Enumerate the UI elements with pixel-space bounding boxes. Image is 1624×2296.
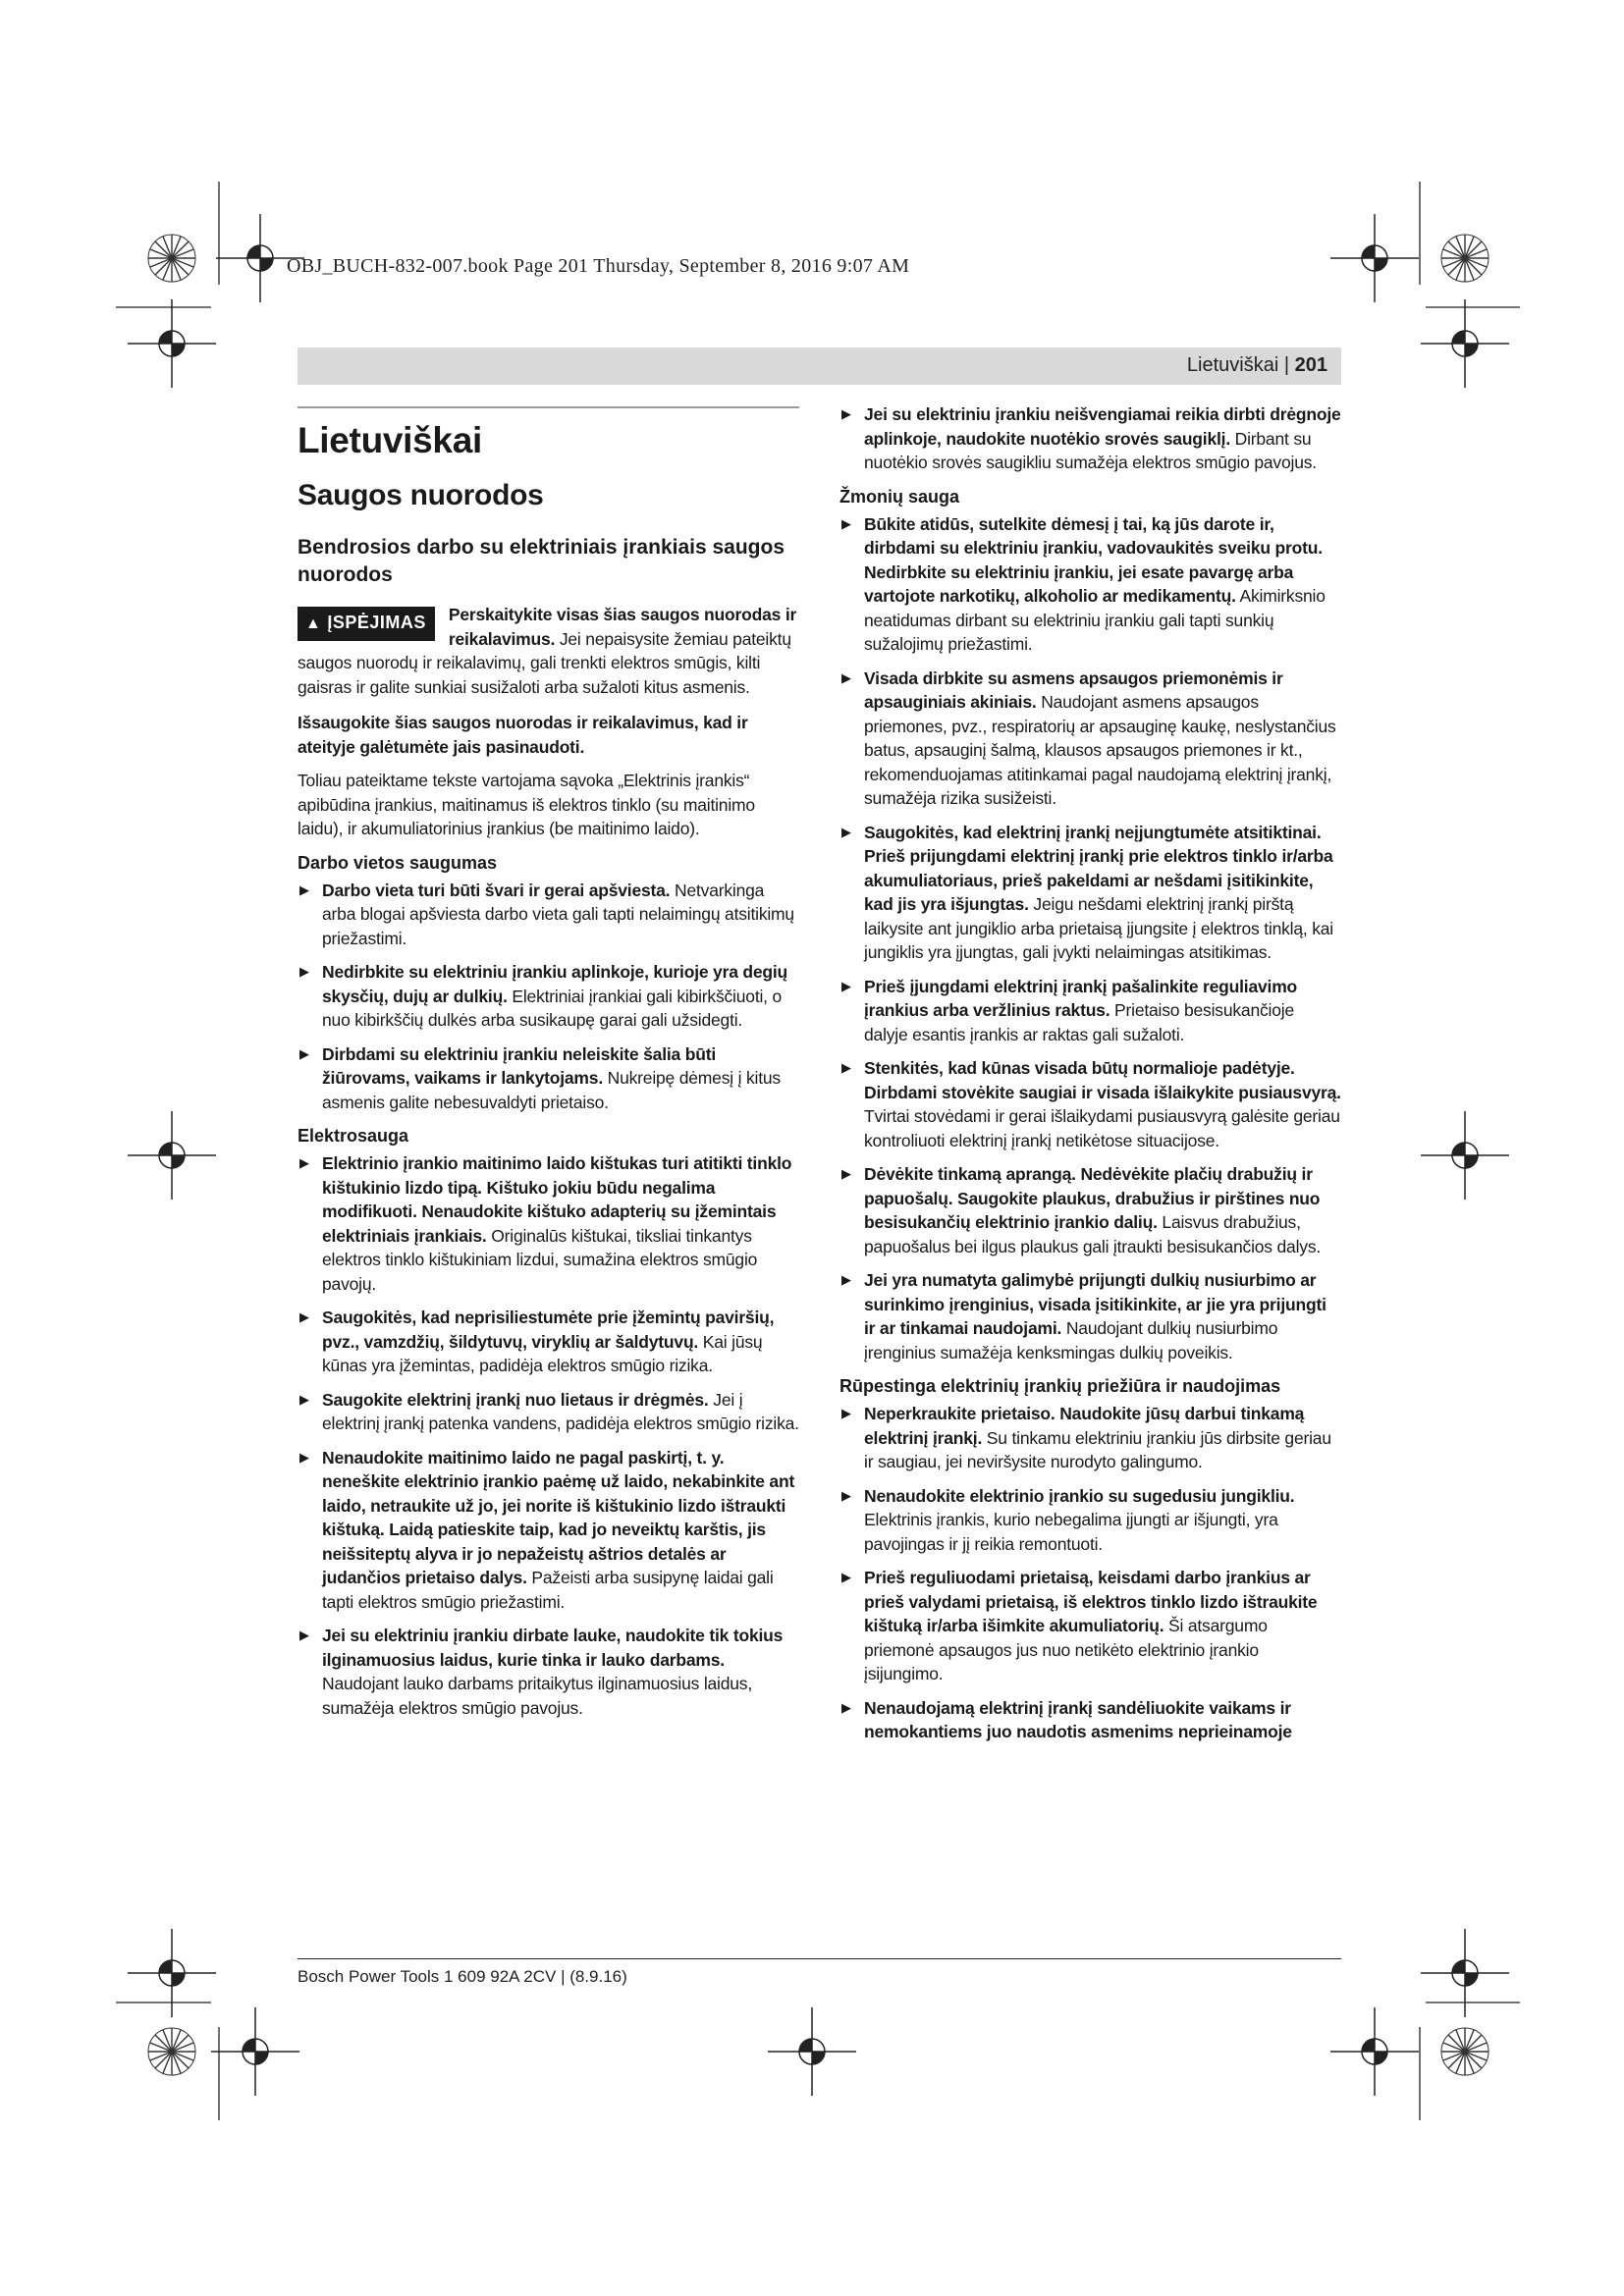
bullet-arrow-icon: ▶ (841, 1699, 851, 1715)
left-column (298, 402, 799, 1730)
item-text: Ši atsargumo priemonė apsaugos jus nuo netikėto elektrinio įrankio įsijungimo. (864, 1616, 1268, 1683)
page-title: Lietuviškai (298, 420, 482, 460)
item-text: Originalūs kištukai, tiksliai tinkantys elektros tinklo kištukiniam lizdui, sumažina elektros smūgio pavojų. (322, 1225, 758, 1294)
warning-text: Jei nepaisysite žemiau pateiktų saugos nuorodų ir reikalavimų, gali trenkti elektros smūgis, kilti gaisras ir galite sunkiai susižaloti arba sužaloti kitus asmenis. (298, 628, 791, 697)
bullet-arrow-icon: ▶ (841, 406, 851, 421)
warning-badge (298, 607, 435, 641)
item-bold-text: Nenaudokite maitinimo laido ne pagal paskirtį, t. y. neneškite elektrinio įrankio paėmę už laido, nekabinkite ant laido, netraukite už jo, jei norite iš kištukinio lizdo ištraukti kištuką. Laidą patieskite taip, kad jo neveiktų karštis, jis neišsiteptų alyva ir jo nepažeistų aštrios detalės ar judančios prietaiso dalys. (322, 1447, 795, 1587)
safety-item (839, 1402, 1341, 1474)
item-bold-text: Nedirbkite su elektriniu įrankiu aplinkoje, kurioje yra degių skysčių, dujų ar dulkių. (322, 962, 788, 1006)
footer-text: Bosch Power Tools 1 609 92A 2CV | (8.9.16) (298, 1967, 627, 1986)
electrical-heading: Elektrosauga (298, 1126, 409, 1146)
page-number: 201 (1294, 354, 1327, 376)
item-bold-text: Dirbdami su elektriniu įrankiu neleiskite šalia būti žiūrovams, vaikams ir lankytojams. (322, 1043, 716, 1088)
bullet-arrow-icon: ▶ (841, 1272, 851, 1287)
item-bold-text: Jei su elektriniu įrankiu neišvengiamai reikia dirbti drėgnoje aplinkoje, naudokite nuotėkio srovės saugiklį. (864, 404, 1341, 449)
item-bold-text: Nenaudojamą elektrinį įrankį sandėliuokite vaikams ir nemokantiems juo naudotis asmenims neprieinamoje (864, 1697, 1292, 1741)
personal-heading: Žmonių sauga (839, 486, 960, 507)
bullet-arrow-icon: ▶ (841, 1406, 851, 1420)
bullet-arrow-icon: ▶ (299, 1391, 309, 1407)
item-bold-text: Būkite atidūs, sutelkite dėmesį į tai, ką jūs darote ir, dirbdami su elektriniu įrankiu, vadovaukitės sveiku protu. Nedirbkite su elektriniu įrankiu, jei esate pavargę arba vartojote narkotikų, alkoholio ar medikamentų. (864, 513, 1323, 606)
care-list (839, 1402, 1341, 1744)
safety-item (839, 975, 1341, 1047)
care-heading: Rūpestinga elektrinių įrankių priežiūra ir naudojimas (839, 1376, 1281, 1396)
safety-item (298, 1151, 799, 1296)
bullet-arrow-icon: ▶ (299, 1045, 309, 1061)
item-text: Dirbant su nuotėkio srovės saugikliu sumažėja elektros smūgio pavojus. (864, 428, 1317, 472)
item-text: Laisvus drabužius, papuošalus bei ilgus plaukus gali įtraukti besisukančios dalys. (864, 1212, 1322, 1256)
item-text: Jeigu nešdami elektrinį įrankį pirštą laikysite ant jungiklio arba prietaisą įjungsite į elektros tinklą, kai jungiklis yra įjungtas, gali įvykti nelaimingas atsitikimas. (864, 894, 1333, 962)
right-column (839, 402, 1341, 1754)
item-bold-text: Stenkitės, kad kūnas visada būtų normalioje padėtyje. Dirbdami stovėkite saugiai ir visada išlaikykite pusiausvyrą. (864, 1058, 1341, 1102)
item-bold-text: Neperkraukite prietaiso. Naudokite jūsų darbui tinkamą elektrinį įrankį. (864, 1404, 1305, 1448)
warning-paragraph (298, 603, 799, 699)
workplace-list (298, 879, 799, 1115)
bullet-arrow-icon: ▶ (841, 978, 851, 993)
item-bold-text: Saugokitės, kad neprisiliestumėte prie įžemintų paviršių, pvz., vamzdžių, šildytuvų, viryklių ar šaldytuvų. (322, 1308, 775, 1352)
footer-rule (298, 1958, 1341, 1959)
item-text: Jei į elektrinį įrankį patenka vandens, padidėja elektros smūgio rizika. (322, 1389, 799, 1433)
warning-badge-label: ĮSPĖJIMAS (327, 613, 426, 632)
bullet-arrow-icon: ▶ (299, 1628, 309, 1642)
item-bold-text: Jei su elektriniu įrankiu dirbate lauke, naudokite tik tokius ilginamuosius laidus, kurie tinka ir lauko darbams. (322, 1626, 784, 1670)
item-bold-text: Visada dirbkite su asmens apsaugos priemonėmis ir apsauginiais akiniais. (864, 667, 1283, 712)
safety-item (839, 402, 1341, 475)
item-text: Naudojant asmens apsaugos priemones, pvz., respiratorių ar apsauginę kaukę, neslystančius batus, apsauginį šalmą, klausos apsaugos priemones ir kt., rekomenduojamas atitinkamai pagal naudojamą elektrinį įrankį, sumažėja rizika susižeisti. (864, 692, 1336, 808)
header-section: Lietuviškai (1186, 354, 1279, 376)
item-text: Nukreipę dėmesį į kitus asmenis galite nebesuvaldyti prietaiso. (322, 1068, 781, 1112)
header-text (1187, 354, 1327, 377)
book-info: OBJ_BUCH-832-007.book Page 201 Thursday, September 8, 2016 9:07 AM (287, 255, 910, 277)
workplace-heading: Darbo vietos saugumas (298, 852, 498, 873)
bullet-arrow-icon: ▶ (299, 1155, 309, 1170)
item-text: Tvirtai stovėdami ir gerai išlaikydami pusiausvyrą galėsite geriau kontroliuoti elektrinį įrankį netikėtose situacijose. (864, 1106, 1340, 1150)
safety-item (839, 821, 1341, 965)
running-header (298, 347, 1341, 385)
item-bold-text: Prieš įjungdami elektrinį įrankį pašalinkite reguliavimo įrankius arba veržlinius raktus. (864, 976, 1298, 1020)
bullet-arrow-icon: ▶ (841, 1487, 851, 1503)
bullet-arrow-icon: ▶ (841, 669, 851, 685)
general-heading: Bendrosios darbo su elektriniais įrankiais saugos nuorodos (298, 536, 785, 586)
bullet-arrow-icon: ▶ (299, 881, 309, 897)
personal-list (839, 512, 1341, 1365)
electrical-list-continued (839, 402, 1341, 475)
electrical-list (298, 1151, 799, 1720)
bullet-arrow-icon: ▶ (841, 1166, 851, 1181)
header-separator: | (1283, 354, 1290, 376)
item-text: Akimirksnio neatidumas dirbant su elektriniu įrankiu gali tapti sunkių sužalojimų priežastimi. (864, 586, 1326, 654)
safety-item (298, 1624, 799, 1720)
safety-item (298, 879, 799, 951)
bullet-arrow-icon: ▶ (841, 824, 851, 839)
item-text: Naudojant lauko darbams pritaikytus ilginamuosius laidus, sumažėja elektros smūgio pavojus. (322, 1674, 753, 1718)
bullet-arrow-icon: ▶ (841, 1570, 851, 1584)
safety-item (298, 1446, 799, 1615)
item-text: Prietaiso besisukančioje dalyje esantis įrankis ar raktas gali sužaloti. (864, 1000, 1294, 1044)
keep-note (298, 711, 799, 759)
item-text: Pažeisti arba susipynę laidai gali tapti elektros smūgio priežastimi. (322, 1568, 774, 1612)
bullet-arrow-icon: ▶ (299, 1449, 309, 1465)
item-bold-text: Prieš reguliuodami prietaisą, keisdami darbo įrankius ar prieš valydami prietaisą, iš elektros tinklo lizdo ištraukite kištuką ir/arba išimkite akumuliatorių. (864, 1568, 1318, 1635)
item-text: Elektrinis įrankis, kurio nebegalima įjungti ar išjungti, yra pavojingas ir jį reikia remontuoti. (864, 1510, 1278, 1554)
bullet-arrow-icon: ▶ (299, 1309, 309, 1324)
safety-item (298, 1306, 799, 1378)
safety-item (839, 1056, 1341, 1152)
warning-bold: Perskaitykite visas šias saugos nuorodas ir reikalavimus. (448, 605, 797, 649)
safety-item (839, 1484, 1341, 1557)
bullet-arrow-icon: ▶ (841, 515, 851, 531)
item-bold-text: Elektrinio įrankio maitinimo laido kištukas turi atitikti tinklo kištukinio lizdo tipą. Kištuko jokiu būdu negalima modifikuoti. Nenaudokite kištuko adapterių su įžemintais elektriniais įrankiais. (322, 1153, 792, 1246)
item-bold-text: Dėvėkite tinkamą aprangą. Nedėvėkite plačių drabužių ir papuošalų. Saugokite plaukus, drabužius ir pirštines nuo besisukančių elektrinio įrankio dalių. (864, 1164, 1321, 1232)
definition: Toliau pateiktame tekste vartojama sąvoka „Elektrinis įrankis“ apibūdina įrankius, maitinamus iš elektros tinklo (su maitinimo laidu), ir akumuliatorinius įrankius (be maitinimo laido). (298, 771, 755, 838)
bullet-arrow-icon: ▶ (299, 964, 309, 979)
item-text: Kai jūsų kūnas yra įžemintas, padidėja elektros smūgio rizika. (322, 1331, 763, 1375)
safety-item (839, 512, 1341, 657)
item-bold-text: Darbo vieta turi būti švari ir gerai apšviesta. (322, 880, 671, 900)
safety-item (839, 1566, 1341, 1686)
section-title: Saugos nuorodos (298, 479, 544, 511)
item-bold-text: Nenaudokite elektrinio įrankio su sugedusiu jungikliu. (864, 1485, 1295, 1506)
item-text: Netvarkinga arba blogai apšviesta darbo vieta gali tapti nelaimingų atsitikimų priežastimi. (322, 880, 794, 948)
item-text: Elektriniai įrankiai gali kibirkščiuoti, o nuo kibirkščių dulkės arba susikaupę garai gali užsidegti. (322, 986, 783, 1030)
item-bold-text: Saugokitės, kad elektrinį įrankį neįjungtumėte atsitiktinai. Prieš prijungdami elektrinį įrankį prie elektros tinklo ir/arba akumuliatoriaus, prieš pakeldami ar nešdami įsitikinkite, kad jis yra išjungtas. (864, 822, 1333, 914)
safety-item (298, 1042, 799, 1115)
safety-item (839, 1696, 1341, 1744)
safety-item (298, 960, 799, 1033)
warning-triangle-icon: ▲ (305, 615, 322, 632)
item-text: Naudojant dulkių nusiurbimo įrenginius sumažėja kenksmingas dulkių poveikis. (864, 1318, 1278, 1362)
item-bold-text: Saugokite elektrinį įrankį nuo lietaus ir drėgmės. (322, 1389, 709, 1410)
safety-item (839, 1162, 1341, 1258)
bullet-arrow-icon: ▶ (841, 1060, 851, 1075)
item-bold-text: Jei yra numatyta galimybė prijungti dulkių nusiurbimo ar surinkimo įrenginius, visada įsitikinkite, ar jie yra prijungti ir ar tinkamai naudojami. (864, 1270, 1326, 1338)
safety-item (839, 667, 1341, 811)
safety-item (839, 1268, 1341, 1364)
safety-item (298, 1388, 799, 1436)
item-text: Su tinkamu elektriniu įrankiu jūs dirbsite geriau ir saugiau, jei neviršysite nurodyto galingumo. (864, 1427, 1331, 1471)
keep-note-text: Išsaugokite šias saugos nuorodas ir reikalavimus, kad ir ateityje galėtumėte jais pasinaudoti. (298, 713, 748, 757)
title-rule (298, 406, 799, 408)
